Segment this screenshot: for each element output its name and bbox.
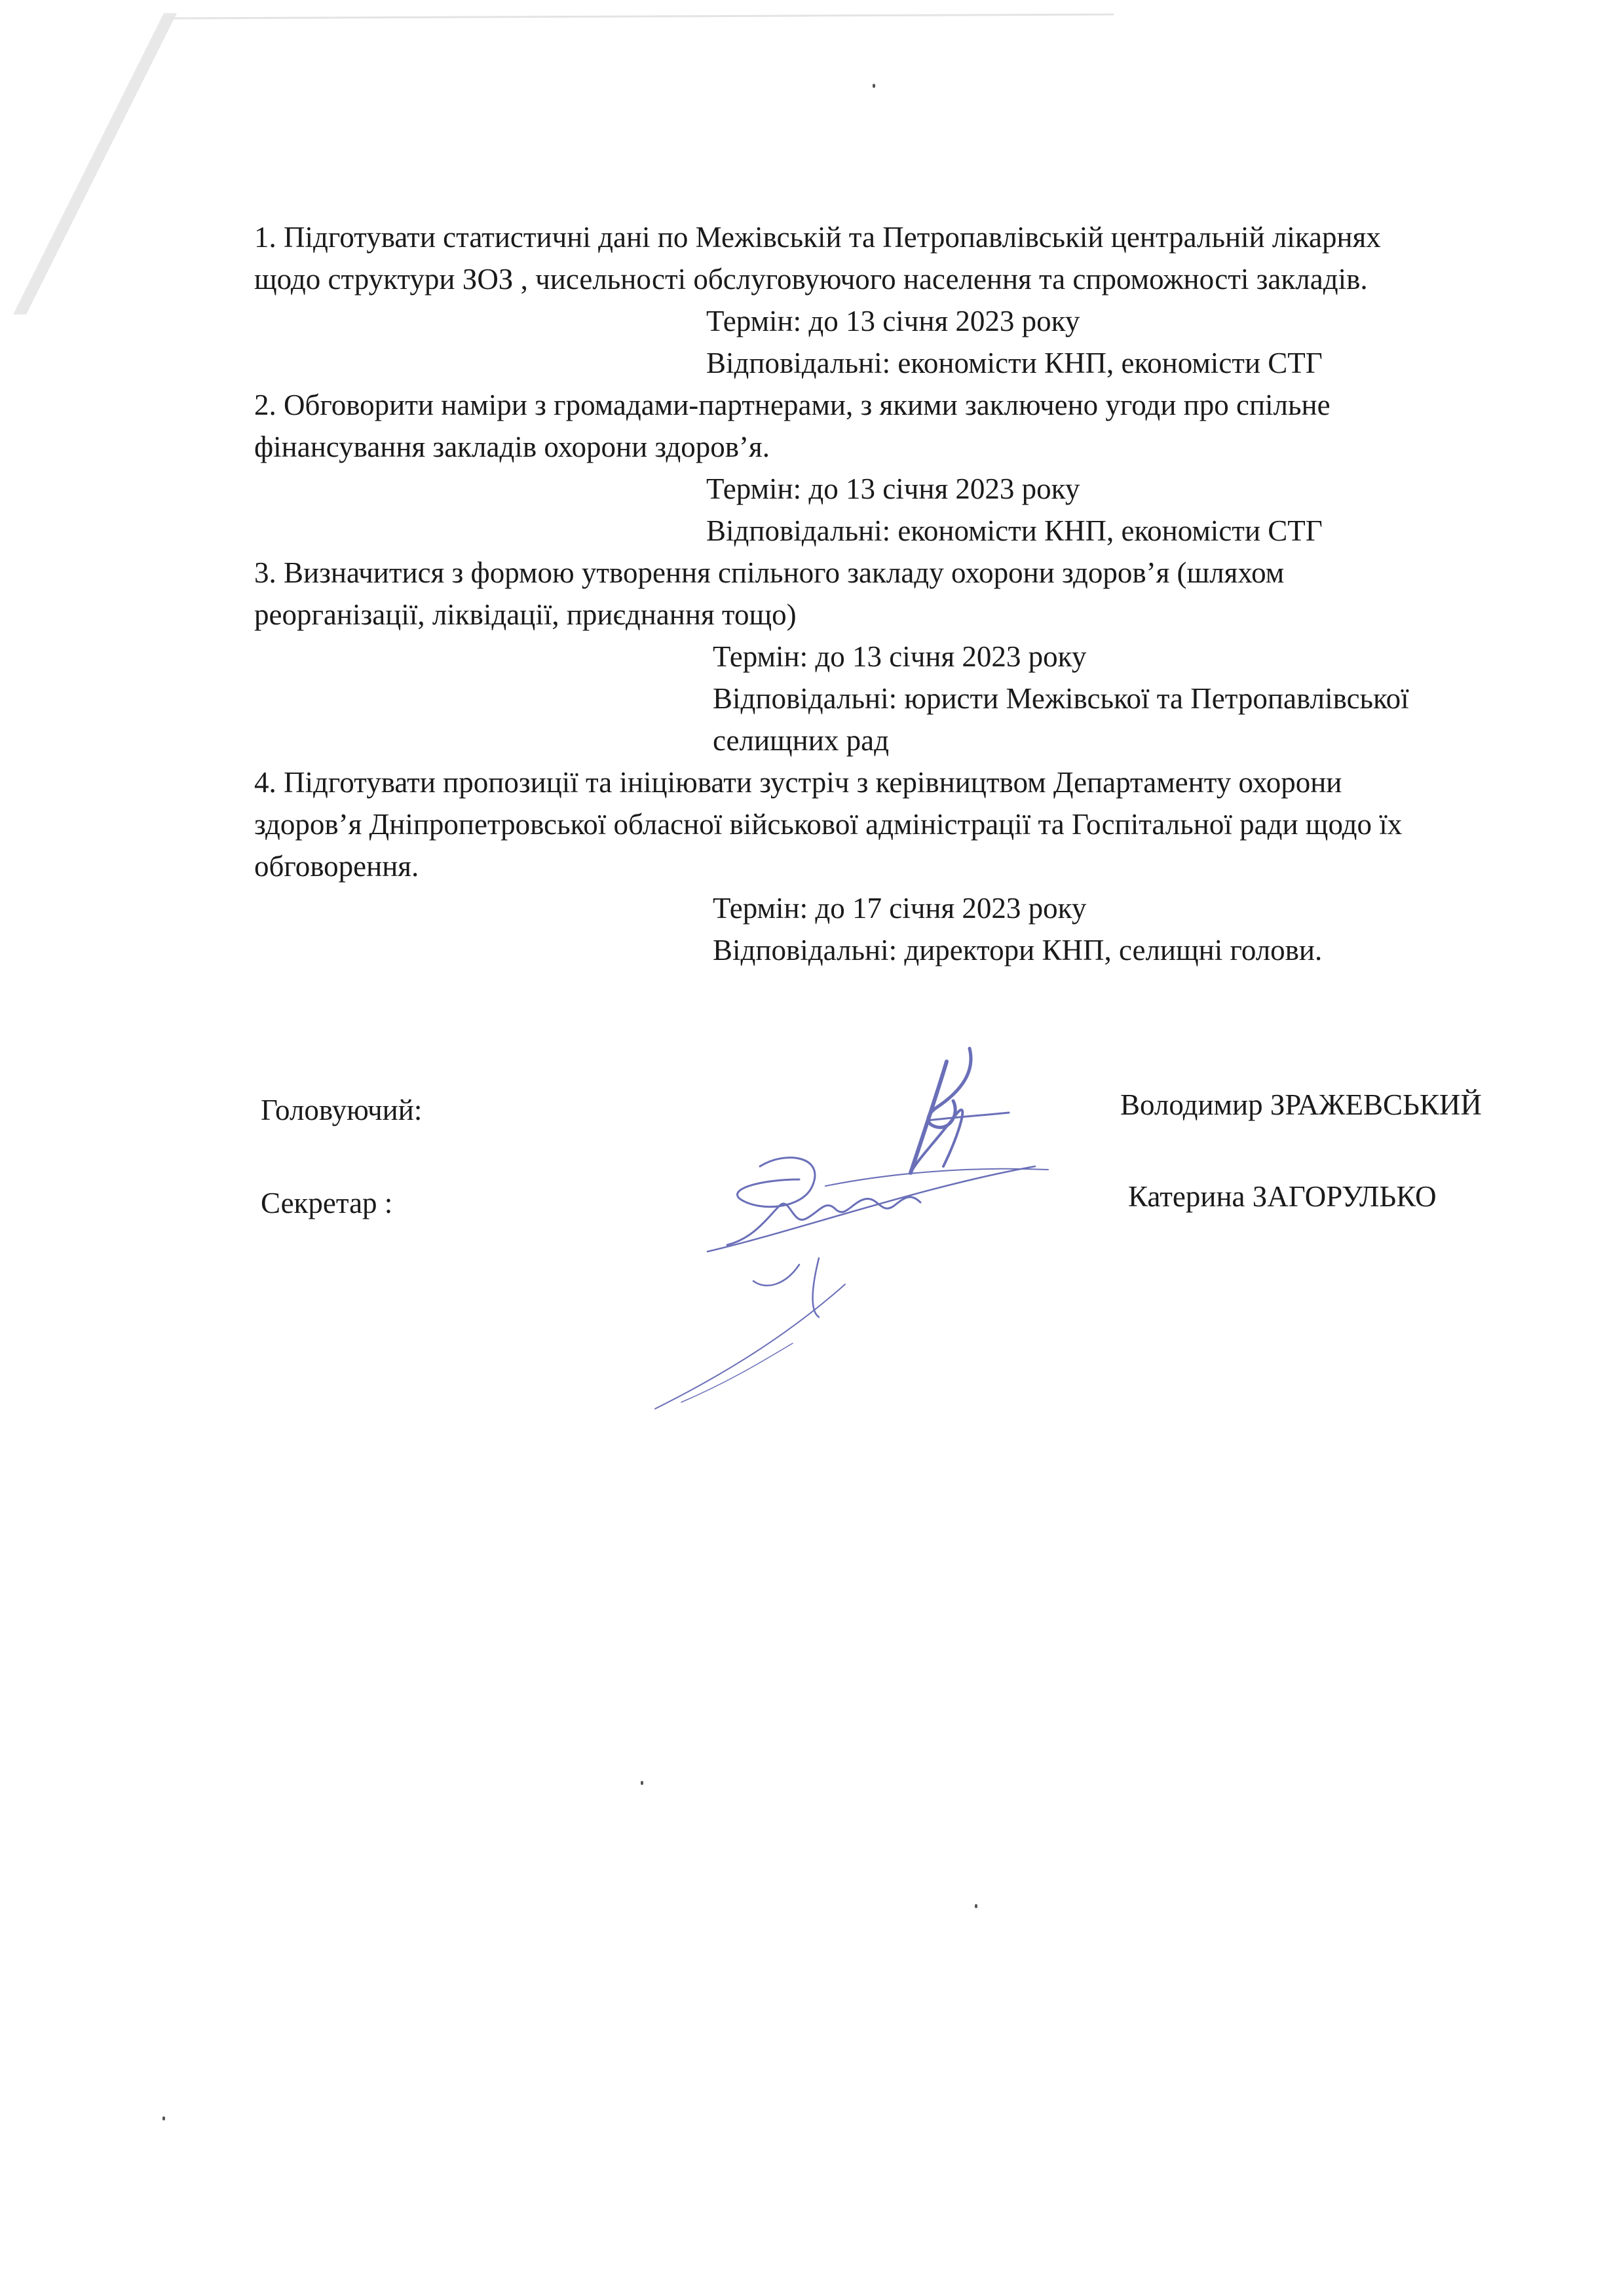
scan-speck [162, 2116, 165, 2120]
task-2-line-2: фінансування закладів охорони здоров’я. [254, 430, 770, 463]
task-2-line-1: 2. Обговорити наміри з громадами-партнерами, з якими заключено угоди про спільне [254, 389, 1331, 421]
task-1-deadline: Термін: до 13 січня 2023 року [706, 305, 1080, 337]
task-2-responsible: Відповідальні: економісти КНП, економісти СТГ [706, 514, 1323, 547]
task-4-line-3: обговорення. [254, 850, 419, 883]
secretary-name: Катерина ЗАГОРУЛЬКО [1128, 1180, 1437, 1213]
task-1-line-2: щодо структури ЗОЗ , чисельності обслуговуючого населення та спроможності закладів. [254, 263, 1368, 296]
scan-speck [873, 84, 875, 88]
secretary-role-label: Секретар : [261, 1187, 393, 1219]
chair-role-label: Головуючий: [261, 1094, 423, 1126]
scan-speck [975, 1904, 977, 1908]
task-3-deadline: Термін: до 13 січня 2023 року [713, 640, 1087, 673]
task-4-deadline: Термін: до 17 січня 2023 року [713, 892, 1087, 925]
scan-speck [641, 1781, 643, 1785]
task-3-responsible-line-1: Відповідальні: юристи Межівської та Петропавлівської [713, 682, 1409, 715]
task-1-responsible: Відповідальні: економісти КНП, економісти СТГ [706, 347, 1323, 379]
task-4-line-1: 4. Підготувати пропозиції та ініціювати зустріч з керівництвом Департаменту охорони [254, 766, 1342, 799]
task-3-responsible-line-2: селищних рад [713, 724, 889, 757]
task-3-line-1: 3. Визначитися з формою утворення спільного закладу охорони здоров’я (шляхом [254, 556, 1285, 589]
task-4-line-2: здоров’я Дніпропетровської обласної військової адміністрації та Госпітальної ради щодо їх [254, 808, 1403, 841]
task-1-line-1: 1. Підготувати статистичні дані по Межівській та Петропавлівській центральній лікарнях [254, 221, 1381, 254]
task-3-line-2: реорганізації, ліквідації, приєднання тощо) [254, 598, 797, 631]
handwritten-signatures [629, 1035, 1127, 1428]
task-4-responsible: Відповідальні: директори КНП, селищні голови. [713, 934, 1323, 966]
chair-name: Володимир ЗРАЖЕВСЬКИЙ [1120, 1088, 1482, 1121]
task-2-deadline: Термін: до 13 січня 2023 року [706, 472, 1080, 505]
